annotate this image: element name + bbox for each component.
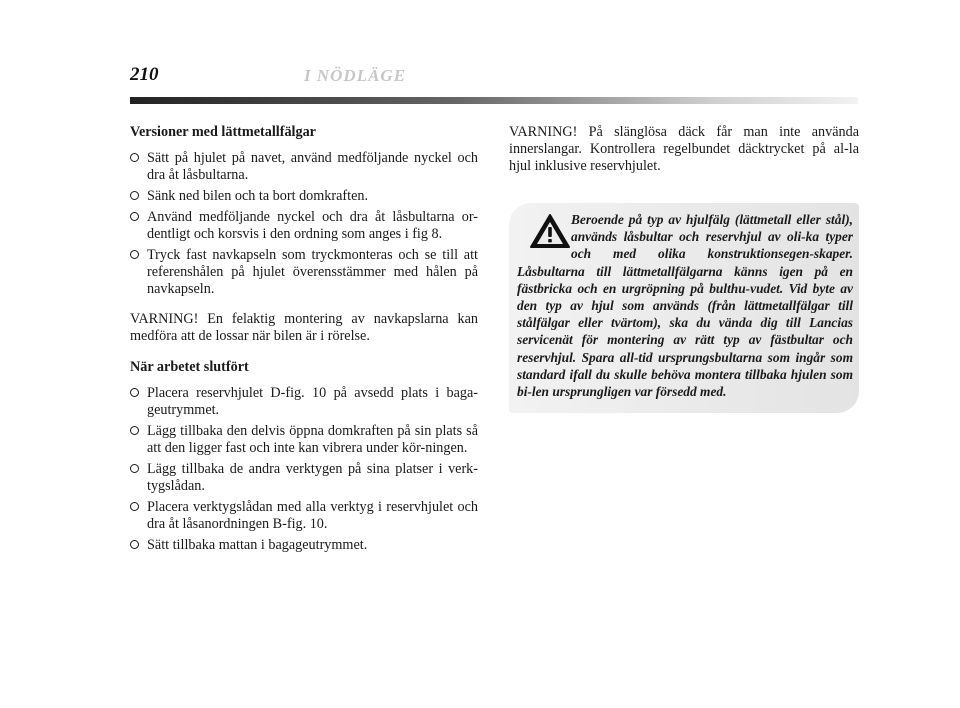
bullet-icon bbox=[130, 153, 139, 162]
page-header bbox=[130, 60, 858, 110]
bullet-icon bbox=[130, 540, 139, 549]
list-item bbox=[130, 499, 478, 533]
list-item-text: Placera reservhjulet D-fig. 10 på avsedd plats i baga-geutrymmet. bbox=[147, 385, 478, 418]
bullet-icon bbox=[130, 502, 139, 511]
caution-text: Beroende på typ av hjulfälg (lättmetall eller stål), används låsbultar och reservhjul av oli-ka typer och med olika konstruktionsegen-skaper. Låsbultarna till lättmetallfälgarna känns igen på en fästbricka och en urgröpning på bulthu-vudet. Vid byte av den typ av hjul som används (från lättmetallfälgar till stålfälgar eller tvärtom), ska du vända dig till Lancias servicenät för montering av rätt typ av fästbultar och reservhjul. Spara all-tid ursprungsbultarna som ingår som standard ifall du skulle behöva montera tillbaka hjulen som bi-len ursprungligen var försedd med. bbox=[517, 212, 853, 400]
list-item-text: Sänk ned bilen och ta bort domkraften. bbox=[147, 188, 369, 204]
left-column bbox=[130, 124, 478, 567]
list-item bbox=[130, 461, 478, 495]
alloy-wheel-steps-list bbox=[130, 150, 478, 298]
section-heading-alloy-wheels: Versioner med lättmetallfälgar bbox=[130, 124, 316, 140]
caution-box bbox=[509, 203, 859, 413]
bullet-icon bbox=[130, 250, 139, 259]
list-item-text: Sätt tillbaka mattan i bagageutrymmet. bbox=[147, 537, 368, 553]
list-item-text: Placera verktygslådan med alla verktyg i reservhjulet och dra åt låsanordningen B-fig. 10. bbox=[147, 499, 478, 532]
bullet-icon bbox=[130, 426, 139, 435]
list-item bbox=[130, 537, 478, 554]
list-item bbox=[130, 423, 478, 457]
finishing-steps-list bbox=[130, 385, 478, 554]
list-item-text: Lägg tillbaka den delvis öppna domkraften på sin plats så att den ligger fast och inte kan vibrera under kör-ningen. bbox=[147, 423, 478, 456]
hubcap-warning: VARNING! En felaktig montering av navkapslarna kan medföra att de lossar när bilen är i rörelse. bbox=[130, 311, 478, 344]
list-item-text: Tryck fast navkapseln som tryckmonteras och se till att referenshålen på hjulet överensstämmer med hålen på navkapseln. bbox=[147, 247, 478, 297]
list-item bbox=[130, 209, 478, 243]
list-item bbox=[130, 247, 478, 298]
list-item bbox=[130, 385, 478, 419]
header-rule bbox=[130, 97, 858, 104]
bullet-icon bbox=[130, 212, 139, 221]
list-item-text: Sätt på hjulet på navet, använd medföljande nyckel och dra åt låsbultarna. bbox=[147, 150, 478, 183]
list-item-text: Lägg tillbaka de andra verktygen på sina platser i verk-tygslådan. bbox=[147, 461, 478, 494]
bullet-icon bbox=[130, 464, 139, 473]
right-column bbox=[509, 124, 859, 175]
section-title: I NÖDLÄGE bbox=[304, 66, 407, 85]
list-item bbox=[130, 188, 478, 205]
list-item-text: Använd medföljande nyckel och dra åt låsbultarna or-dentligt och korsvis i den ordning som anges i fig 8. bbox=[147, 209, 478, 242]
caution-text-block bbox=[517, 211, 853, 400]
bullet-icon bbox=[130, 388, 139, 397]
page-number: 210 bbox=[130, 64, 159, 85]
list-item bbox=[130, 150, 478, 184]
tube-warning: VARNING! På slänglösa däck får man inte använda innerslangar. Kontrollera regelbundet däcktrycket på al-la hjul inklusive reservhjulet. bbox=[509, 124, 859, 174]
bullet-icon bbox=[130, 191, 139, 200]
section-heading-finished: När arbetet slutfört bbox=[130, 359, 249, 375]
